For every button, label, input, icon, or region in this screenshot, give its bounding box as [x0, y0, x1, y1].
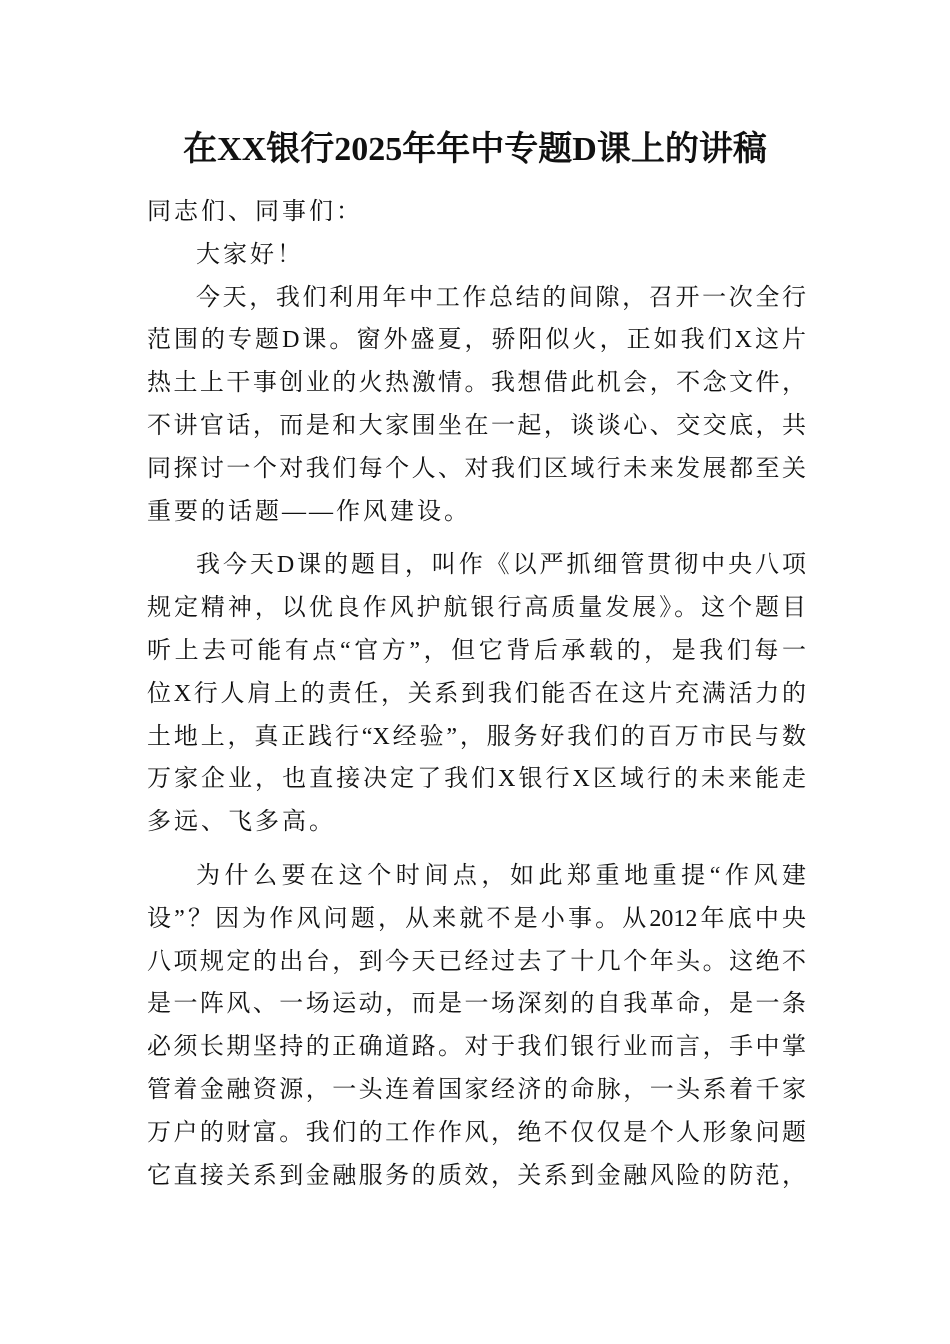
salutation	[147, 191, 806, 234]
text-line: 万家企业，也直接决定了我们X银行X区域行的未来能走	[147, 766, 806, 793]
text-line: 不讲官话，而是和大家围坐在一起，谈谈心、交交底，共	[147, 412, 806, 439]
text-line: 大家好！	[196, 241, 304, 268]
text-line: 多远、飞多高。	[147, 809, 336, 836]
text-line: 管着金融资源，一头连着国家经济的命脉，一头系着千家	[147, 1076, 806, 1103]
text-line: 位X行人肩上的责任，关系到我们能否在这片充满活力的	[147, 680, 806, 707]
text-line: 规定精神，以优良作风护航银行高质量发展》。这个题目	[147, 595, 806, 622]
text-line: 同探讨一个对我们每个人、对我们区域行未来发展都至关	[147, 455, 806, 482]
text-line: 热土上干事创业的火热激情。我想借此机会，不念文件，	[147, 370, 806, 397]
paragraph-topic	[147, 544, 806, 844]
text-line: 设”？因为作风问题，从来就不是小事。从2012年底中央	[147, 905, 806, 932]
text-line: 今天，我们利用年中工作总结的间隙，召开一次全行	[196, 284, 806, 311]
text-line: 听上去可能有点“官方”，但它背后承载的，是我们每一	[147, 637, 806, 664]
text-line: 我今天D课的题目，叫作《以严抓细管贯彻中央八项	[196, 552, 806, 579]
document-body	[147, 191, 806, 1197]
text-line: 万户的财富。我们的工作作风，绝不仅仅是个人形象问题	[147, 1119, 806, 1146]
paragraph-why	[147, 855, 806, 1197]
text-line: 同志们、同事们：	[147, 199, 363, 225]
text-line: 范围的专题D课。窗外盛夏，骄阳似火，正如我们X这片	[147, 327, 806, 354]
paragraph-intro	[147, 277, 806, 534]
text-line: 是一阵风、一场运动，而是一场深刻的自我革命，是一条	[147, 991, 806, 1018]
text-line: 它直接关系到金融服务的质效，关系到金融风险的防范，	[147, 1162, 806, 1189]
text-line: 为什么要在这个时间点，如此郑重地重提“作风建	[196, 862, 806, 889]
text-line: 必须长期坚持的正确道路。对于我们银行业而言，手中掌	[147, 1034, 806, 1061]
greeting	[147, 234, 806, 277]
text-line: 重要的话题——作风建设。	[147, 498, 471, 525]
document-title: 在XX银行2025年年中专题D课上的讲稿	[183, 131, 767, 168]
text-line: 八项规定的出台，到今天已经过去了十几个年头。这绝不	[147, 948, 806, 975]
text-line: 土地上，真正践行“X经验”，服务好我们的百万市民与数	[147, 723, 806, 750]
